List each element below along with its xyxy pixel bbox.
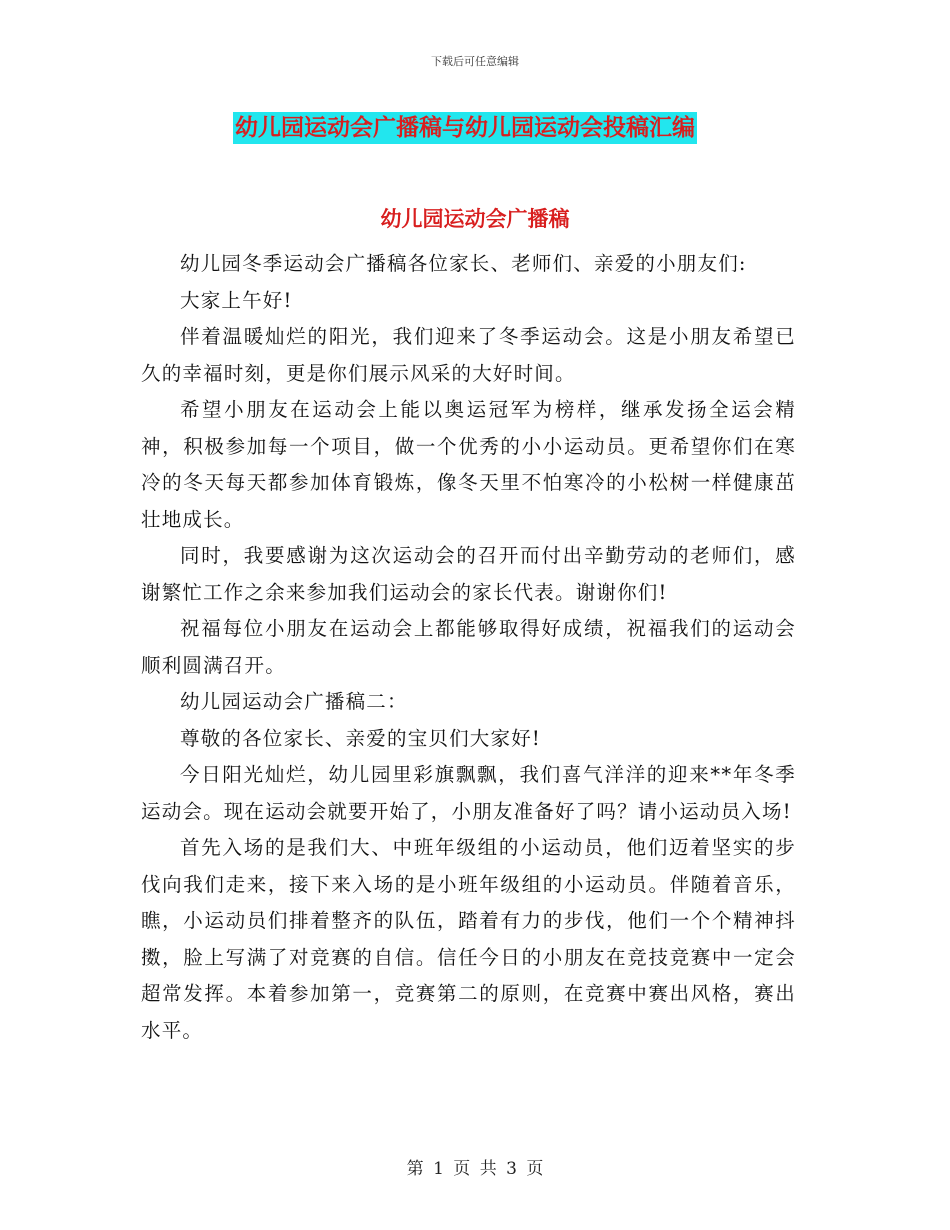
paragraph: 希望小朋友在运动会上能以奥运冠军为榜样，继承发扬全运会精神，积极参加每一个项目，做一个优秀的小小运动员。更希望你们在寒冷的冬天每天都参加体育锻炼，像冬天里不怕寒冷的小松树一样健康茁壮地成长。: [141, 398, 796, 531]
paragraph: 伴着温暖灿烂的阳光，我们迎来了冬季运动会。这是小朋友希望已久的幸福时刻，更是你们展示风采的大好时间。: [141, 325, 796, 385]
page-footer: 第 1 页 共 3 页: [406, 1159, 544, 1179]
header-note: 下载后可任意编辑: [431, 55, 519, 68]
document-body: [141, 246, 796, 1049]
paragraph: 今日阳光灿烂，幼儿园里彩旗飘飘，我们喜气洋洋的迎来**年冬季运动会。现在运动会就要开始了，小朋友准备好了吗？请小运动员入场!: [141, 763, 796, 823]
section-title: 幼儿园运动会广播稿: [380, 207, 570, 231]
paragraph: 首先入场的是我们大、中班年级组的小运动员，他们迈着坚实的步伐向我们走来，接下来入场的是小班年级组的小运动员。伴随着音乐，瞧，小运动员们排着整齐的队伍，踏着有力的步伐，他们一个个精神抖擞，脸上写满了对竞赛的自信。信任今日的小朋友在竞技竞赛中一定会超常发挥。本着参加第一，竞赛第二的原则，在竞赛中赛出风格，赛出水平。: [141, 836, 796, 1042]
paragraph: 祝福每位小朋友在运动会上都能够取得好成绩，祝福我们的运动会顺利圆满召开。: [141, 617, 796, 677]
paragraph: 幼儿园运动会广播稿二：: [180, 690, 408, 713]
paragraph: 同时，我要感谢为这次运动会的召开而付出辛勤劳动的老师们，感谢繁忙工作之余来参加我们运动会的家长代表。谢谢你们!: [141, 544, 796, 604]
document-title: 幼儿园运动会广播稿与幼儿园运动会投稿汇编: [233, 112, 697, 144]
paragraph: 幼儿园冬季运动会广播稿各位家长、老师们、亲爱的小朋友们:: [180, 252, 747, 275]
paragraph: 大家上午好!: [180, 288, 293, 312]
paragraph: 尊敬的各位家长、亲爱的宝贝们大家好!: [180, 726, 541, 750]
